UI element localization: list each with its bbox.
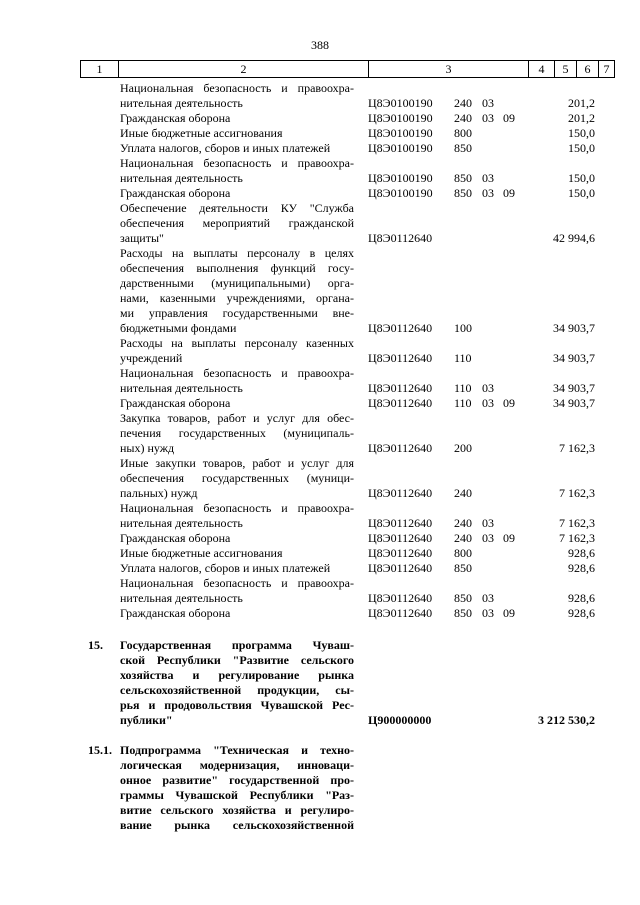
program-title-line: Государственная программа Чуваш-: [120, 638, 354, 652]
row-code: Ц8Э0112640: [368, 441, 433, 455]
subprogram-title-line: витие сельского хозяйства и регулиро-: [120, 803, 354, 817]
row-name-line: обеспечения государственных (муници-: [120, 471, 354, 485]
row-name-line: печения государственных (муниципаль-: [120, 426, 354, 440]
table-row: [0, 546, 640, 561]
header-cell-1: 1: [80, 61, 118, 77]
table-row: [0, 156, 640, 186]
row-pr: 09: [503, 531, 515, 545]
row-name-line: Национальная безопасность и правоохра-: [120, 576, 354, 590]
row-name-line: Гражданская оборона: [120, 396, 231, 410]
row-code: Ц8Э0100190: [368, 186, 433, 200]
row-name: [120, 366, 354, 396]
row-vr: 850: [454, 591, 472, 605]
row-name-line: обеспечения мероприятий гражданской: [120, 216, 354, 230]
row-sum: 928,6: [568, 591, 595, 605]
row-name-line: Гражданская оборона: [120, 186, 231, 200]
header-cell-5: 5: [554, 61, 576, 77]
row-name-line: нительная деятельность: [120, 381, 243, 395]
row-code: Ц8Э0112640: [368, 561, 433, 575]
row-sum: 7 162,3: [559, 441, 595, 455]
table-row: [0, 576, 640, 606]
row-vr: 240: [454, 531, 472, 545]
header-cell-6: 6: [576, 61, 598, 77]
row-name-line: нительная деятельность: [120, 516, 243, 530]
row-name: [120, 201, 354, 246]
table-row: [0, 396, 640, 411]
row-name-line: защиты": [120, 231, 164, 245]
row-pr: 09: [503, 111, 515, 125]
row-vr: 110: [454, 381, 472, 395]
row-vr: 800: [454, 546, 472, 560]
row-name-line: обеспечения выполнения функций госу-: [120, 261, 354, 275]
table-row: [0, 456, 640, 501]
program-title-line: ской Республики "Развитие сельского: [120, 653, 354, 667]
row-vr: 850: [454, 141, 472, 155]
table-row: [0, 336, 640, 366]
row-vr: 110: [454, 351, 472, 365]
row-name: [120, 456, 354, 501]
header-cell-3: 3: [368, 61, 528, 77]
row-name: [120, 501, 354, 531]
table-row: [0, 111, 640, 126]
row-sum: 150,0: [568, 126, 595, 140]
subprogram-title-line: онное развитие" государственной про-: [120, 773, 354, 787]
table-row: [0, 246, 640, 336]
row-name-line: Уплата налогов, сборов и иных платежей: [120, 141, 331, 155]
row-vr: 110: [454, 396, 472, 410]
program-sum: 3 212 530,2: [538, 713, 595, 727]
row-vr: 200: [454, 441, 472, 455]
row-code: Ц8Э0100190: [368, 141, 433, 155]
row-sum: 34 903,7: [553, 351, 595, 365]
row-rz: 03: [482, 171, 494, 185]
row-vr: 850: [454, 186, 472, 200]
row-name-line: Национальная безопасность и правоохра-: [120, 81, 354, 95]
row-name-line: Национальная безопасность и правоохра-: [120, 156, 354, 170]
row-vr: 240: [454, 486, 472, 500]
row-name: [120, 606, 354, 621]
row-name-line: пальных) нужд: [120, 486, 198, 500]
row-name: [120, 81, 354, 111]
program-title-line: рья и продовольствия Чувашской Рес-: [120, 698, 354, 712]
row-name-line: Уплата налогов, сборов и иных платежей: [120, 561, 331, 575]
row-code: Ц8Э0112640: [368, 381, 433, 395]
row-name: [120, 531, 354, 546]
row-sum: 34 903,7: [553, 396, 595, 410]
table-row: [0, 531, 640, 546]
row-sum: 34 903,7: [553, 381, 595, 395]
table-row: [0, 186, 640, 201]
row-rz: 03: [482, 186, 494, 200]
table-row: [0, 501, 640, 531]
row-name: [120, 336, 354, 366]
row-code: Ц8Э0112640: [368, 516, 433, 530]
row-name: [120, 111, 354, 126]
row-name-line: Гражданская оборона: [120, 531, 231, 545]
row-name-line: Расходы на выплаты персоналу в целях: [120, 246, 354, 260]
row-code: Ц8Э0112640: [368, 351, 433, 365]
row-rz: 03: [482, 531, 494, 545]
row-code: Ц8Э0112640: [368, 321, 433, 335]
row-name: [120, 411, 354, 456]
row-vr: 240: [454, 111, 472, 125]
row-rz: 03: [482, 606, 494, 620]
row-name-line: ми управления государственными вне-: [120, 306, 354, 320]
row-name-line: Закупка товаров, работ и услуг для обес-: [120, 411, 354, 425]
row-vr: 850: [454, 606, 472, 620]
program-title: [120, 638, 354, 728]
row-sum: 34 903,7: [553, 321, 595, 335]
row-name: [120, 246, 354, 336]
row-name: [120, 141, 354, 156]
row-rz: 03: [482, 381, 494, 395]
row-name-line: Расходы на выплаты персоналу казенных: [120, 336, 354, 350]
row-name-line: нительная деятельность: [120, 591, 243, 605]
row-code: Ц8Э0112640: [368, 231, 433, 245]
row-name: [120, 576, 354, 606]
row-name-line: дарственными (муниципальными) орга-: [120, 276, 354, 290]
table-row: [0, 606, 640, 621]
row-name: [120, 156, 354, 186]
row-vr: 240: [454, 516, 472, 530]
row-name-line: учреждений: [120, 351, 183, 365]
row-code: Ц8Э0100190: [368, 126, 433, 140]
header-cell-4: 4: [528, 61, 554, 77]
row-name-line: нительная деятельность: [120, 96, 243, 110]
table-row: [0, 81, 640, 111]
table-header-row: [80, 60, 615, 78]
row-rz: 03: [482, 516, 494, 530]
row-name-line: Иные закупки товаров, работ и услуг для: [120, 456, 354, 470]
row-pr: 09: [503, 606, 515, 620]
row-rz: 03: [482, 396, 494, 410]
row-name-line: Обеспечение деятельности КУ "Служба: [120, 201, 354, 215]
table-row: [0, 366, 640, 396]
subprogram-number: 15.1.: [88, 743, 112, 757]
row-vr: 240: [454, 96, 472, 110]
row-rz: 03: [482, 111, 494, 125]
row-sum: 7 162,3: [559, 516, 595, 530]
table-row: [0, 126, 640, 141]
row-name-line: Иные бюджетные ассигнования: [120, 126, 283, 140]
row-name: [120, 396, 354, 411]
subprogram-title-line: Подпрограмма "Техническая и техно-: [120, 743, 354, 757]
row-code: Ц8Э0112640: [368, 486, 433, 500]
table-row: [0, 141, 640, 156]
table-row: [0, 411, 640, 456]
row-name-line: Иные бюджетные ассигнования: [120, 546, 283, 560]
row-pr: 09: [503, 186, 515, 200]
row-rz: 03: [482, 591, 494, 605]
row-vr: 850: [454, 561, 472, 575]
table-row: [0, 201, 640, 246]
row-sum: 150,0: [568, 141, 595, 155]
page-number: 388: [311, 38, 329, 52]
row-sum: 928,6: [568, 546, 595, 560]
header-cell-7: 7: [598, 61, 615, 77]
row-sum: 7 162,3: [559, 486, 595, 500]
row-sum: 150,0: [568, 171, 595, 185]
row-name: [120, 561, 354, 576]
row-sum: 42 994,6: [553, 231, 595, 245]
row-code: Ц8Э0112640: [368, 396, 433, 410]
program-title-line: хозяйства и регулирование рынка: [120, 668, 354, 682]
row-sum: 201,2: [568, 111, 595, 125]
program-code: Ц900000000: [368, 713, 432, 727]
row-code: Ц8Э0100190: [368, 111, 433, 125]
table-row: [0, 561, 640, 576]
row-sum: 150,0: [568, 186, 595, 200]
row-code: Ц8Э0100190: [368, 96, 433, 110]
row-code: Ц8Э0112640: [368, 531, 433, 545]
row-name-line: Национальная безопасность и правоохра-: [120, 501, 354, 515]
program-title-line: публики": [120, 713, 173, 727]
row-name-line: Национальная безопасность и правоохра-: [120, 366, 354, 380]
row-code: Ц8Э0112640: [368, 546, 433, 560]
row-pr: 09: [503, 396, 515, 410]
row-vr: 100: [454, 321, 472, 335]
row-code: Ц8Э0112640: [368, 606, 433, 620]
row-name-line: нительная деятельность: [120, 171, 243, 185]
header-cell-2: 2: [118, 61, 368, 77]
program-number: 15.: [88, 638, 103, 652]
row-vr: 800: [454, 126, 472, 140]
row-name: [120, 186, 354, 201]
row-sum: 928,6: [568, 606, 595, 620]
row-name-line: Гражданская оборона: [120, 606, 231, 620]
subprogram-title-line: вание рынка сельскохозяйственной: [120, 818, 354, 832]
subprogram-title-line: логическая модернизация, инноваци-: [120, 758, 354, 772]
program-title-line: сельскохозяйственной продукции, сы-: [120, 683, 354, 697]
row-vr: 850: [454, 171, 472, 185]
row-sum: 7 162,3: [559, 531, 595, 545]
row-name: [120, 126, 354, 141]
row-code: Ц8Э0112640: [368, 591, 433, 605]
row-name-line: бюджетными фондами: [120, 321, 237, 335]
row-rz: 03: [482, 96, 494, 110]
row-sum: 928,6: [568, 561, 595, 575]
row-sum: 201,2: [568, 96, 595, 110]
row-name-line: ных) нужд: [120, 441, 175, 455]
subprogram-title: [120, 743, 354, 833]
row-name-line: нами, казенными учреждениями, органа-: [120, 291, 354, 305]
subprogram-title-line: граммы Чувашской Республики "Раз-: [120, 788, 354, 802]
row-code: Ц8Э0100190: [368, 171, 433, 185]
row-name-line: Гражданская оборона: [120, 111, 231, 125]
row-name: [120, 546, 354, 561]
